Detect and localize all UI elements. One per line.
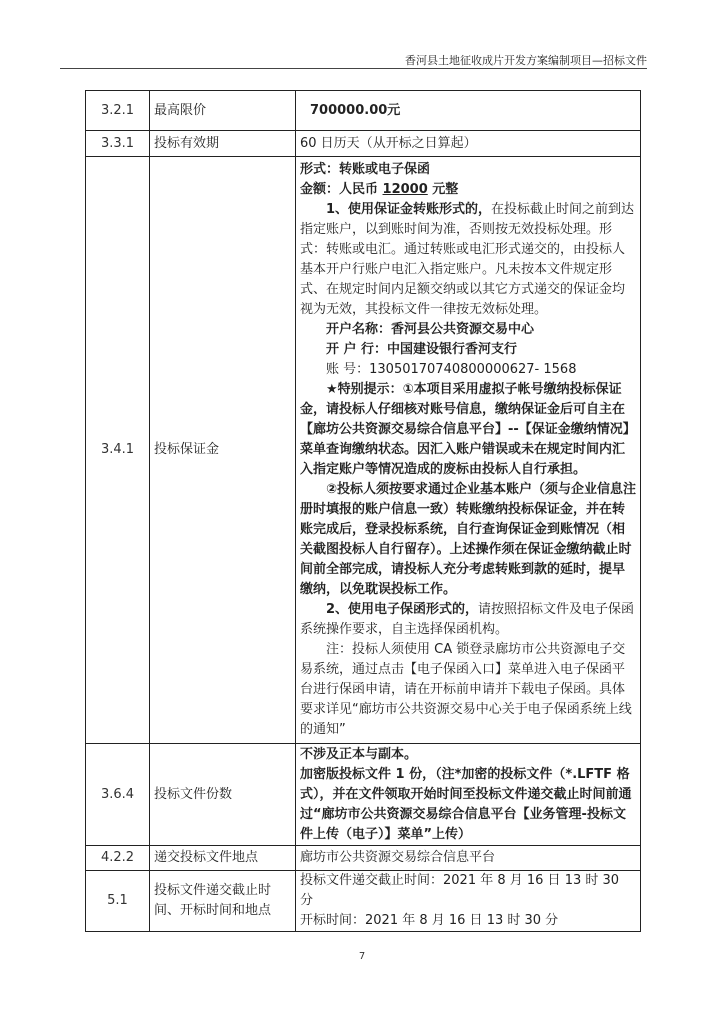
row-item: 最高限价 [150,91,296,131]
special-notice-2: ②投标人须按要求通过企业基本账户（须与企业信息注册时填报的账户信息一致）转账缴纳投标保证金，并在转账完成后，登录投标系统，自行查询保证金到账情况（相关截图投标人自行留存）。上述操作须在保证金缴纳截止时间前全部完成，请投标人充分考虑转账到款的延时，提早缴纳，以免耽误投标工作。 [300,482,637,597]
table-row [86,846,641,871]
row-number: 4.2.2 [86,846,150,871]
row-number: 3.3.1 [86,131,150,157]
guarantee-detail: 注：投标人须使用 CA 锁登录廊坊市公共资源电子交易系统，通过点击【电子保函入口】菜单进入电子保函平台进行保函申请，请在开标前申请并下载电子保函。具体要求详见“廊坊市公共资源交易中心关于电子保函系统上线的通知” [300,642,632,737]
amount-prefix: 金额：人民币 [300,182,383,197]
deadline-cell [296,871,641,932]
row-item: 投标文件份数 [150,744,296,846]
row-item: 投标保证金 [150,157,296,744]
row-item: 投标有效期 [150,131,296,157]
header-divider [60,68,647,69]
table-row [86,157,641,744]
page-number: 7 [358,951,366,962]
deposit-amount [300,180,636,200]
submission-place-value: 廊坊市公共资源交易综合信息平台 [296,846,641,871]
row-item: 投标文件递交截止时间、开标时间和地点 [150,871,296,932]
guarantee-paragraph [300,600,636,640]
max-price-value: 700000.00元 [296,91,641,131]
account-number: 账 号：13050170740800000627- 1568 [326,362,577,377]
guarantee-body: 请按照招标文件及电子保函系统操作要求，自主选择保函机构。 [300,602,635,637]
guarantee-lead: 2、使用电子保函形式的， [326,602,479,617]
deadline-line-2: 开标时间：2021 年 8 月 16 日 13 时 30 分 [300,913,559,928]
copies-cell [296,744,641,846]
copies-line-2: 加密版投标文件 1 份，（注*加密的投标文件（*.LFTF 格式），并在文件领取开始时间至投标文件递交截止时间前通过“廊坊市公共资源交易综合信息平台【业务管理-投标文件上传（电子）】菜单”上传） [300,766,632,842]
amount-value: 12000 [382,182,428,197]
tender-info-table [85,90,641,932]
row-number: 3.2.1 [86,91,150,131]
deadline-line-1: 投标文件递交截止时间：2021 年 8 月 16 日 13 时 30 分 [300,873,620,908]
bank-name: 开 户 行：中国建设银行香河支行 [326,342,518,357]
table-row [86,131,641,157]
transfer-paragraph [300,200,636,320]
page-header-title: 香河县土地征收成片开发方案编制项目—招标文件 [405,54,647,67]
deposit-cell [296,157,641,744]
row-number: 3.6.4 [86,744,150,846]
table-row [86,744,641,846]
row-number: 3.4.1 [86,157,150,744]
amount-suffix: 元整 [427,182,459,197]
copies-line-1: 不涉及正本与副本。 [300,746,418,762]
deposit-form: 形式：转账或电子保函 [300,162,431,177]
table-row [86,871,641,932]
account-name: 开户名称：香河县公共资源交易中心 [326,322,535,337]
special-notice-1: ★特别提示：①本项目采用虚拟子帐号缴纳投标保证金，请投标人仔细核对账号信息，缴纳保证金后可自主在【廊坊公共资源交易综合信息平台】--【保证金缴纳情况】菜单查询缴纳状态。因汇入账户错误或未在规定时间内汇入指定账户等情况造成的废标由投标人自行承担。 [300,382,636,477]
transfer-body: 在投标截止时间之前到达指定账户，以到账时间为准，否则按无效投标处理。形式：转账或电汇。通过转账或电汇形式递交的，由投标人基本开户行账户电汇入指定账户。凡未按本文件规定形式、在规定时间内足额交纳或以其它方式递交的保证金均视为无效，其投标文件一律按无效标处理。 [300,202,635,317]
validity-value: 60 日历天（从开标之日算起） [296,131,641,157]
transfer-lead: 1、使用保证金转账形式的， [326,202,492,217]
row-number: 5.1 [86,871,150,932]
row-item: 递交投标文件地点 [150,846,296,871]
table-row [86,91,641,131]
